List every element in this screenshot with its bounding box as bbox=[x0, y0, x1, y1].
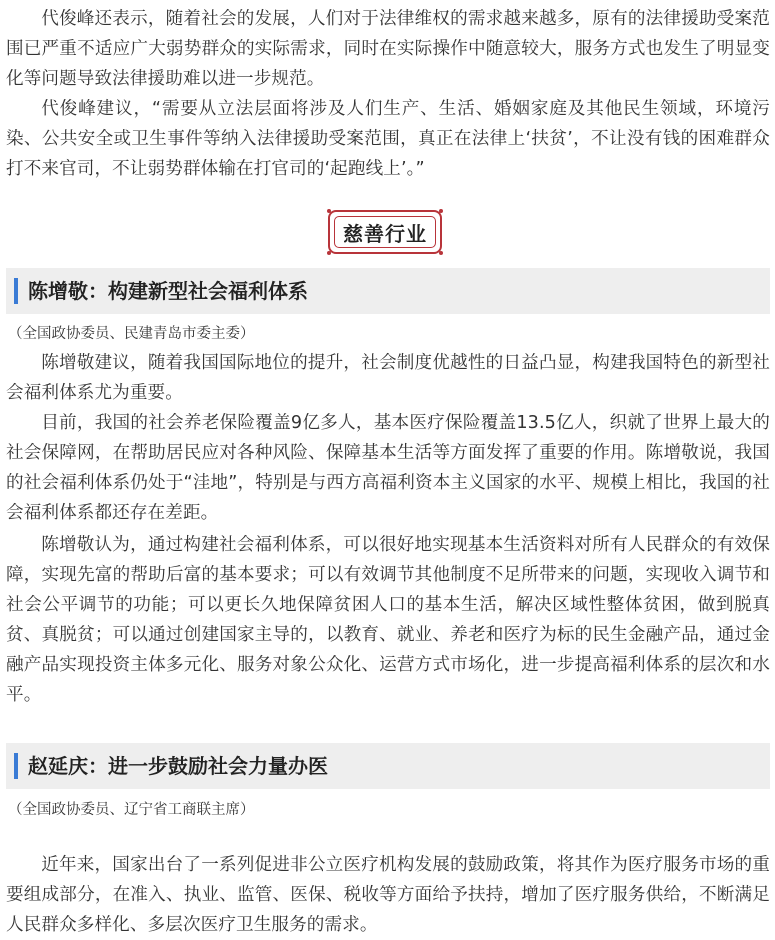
article-paragraph: 目前，我国的社会养老保险覆盖9亿多人，基本医疗保险覆盖13.5亿人，织就了世界上最大的社会保障网，在帮助居民应对各种风险、保障基本生活等方面发挥了重要的作用。陈增敬说，我国的社会福利体系仍处于“洼地”，特别是与西方高福利资本主义国家的水平、规模上相比，我国的社会福利体系都还存在差距。 bbox=[6, 413, 770, 523]
heading-accent-bar bbox=[14, 753, 18, 779]
section-heading-title: 赵延庆：进一步鼓励社会力量办医 bbox=[28, 754, 328, 778]
speaker-role: （全国政协委员、辽宁省工商联主席） bbox=[8, 802, 255, 818]
banner-corner-ornament bbox=[327, 251, 331, 255]
article-paragraph: 代俊峰建议，“需要从立法层面将涉及人们生产、生活、婚姻家庭及其他民生领域，环境污染、公共安全或卫生事件等纳入法律援助受案范围，真正在法律上‘扶贫’，不让没有钱的困难群众打不来官司，不让弱势群体输在打官司的‘起跑线上’。” bbox=[6, 99, 770, 179]
section-banner-label: 慈善行业 bbox=[343, 221, 427, 246]
banner-corner-ornament bbox=[327, 209, 331, 213]
section-banner-frame bbox=[334, 216, 436, 248]
speaker-role: （全国政协委员、民建青岛市委主委） bbox=[8, 326, 255, 342]
article-paragraph: 近年来，国家出台了一系列促进非公立医疗机构发展的鼓励政策，将其作为医疗服务市场的重要组成部分，在准入、执业、监管、医保、税收等方面给予扶持，增加了医疗服务供给，不断满足人民群众多样化、多层次医疗卫生服务的需求。 bbox=[6, 855, 770, 935]
banner-corner-ornament bbox=[439, 251, 443, 255]
section-heading-title: 陈增敬：构建新型社会福利体系 bbox=[28, 279, 308, 303]
section-heading bbox=[6, 743, 770, 789]
heading-accent-bar bbox=[14, 278, 18, 304]
section-heading bbox=[6, 268, 770, 314]
article-paragraph: 陈增敬认为，通过构建社会福利体系，可以很好地实现基本生活资料对所有人民群众的有效保障，实现先富的帮助后富的基本要求；可以有效调节其他制度不足所带来的问题，实现收入调节和社会公平调节的功能；可以更长久地保障贫困人口的基本生活，解决区域性整体贫困，做到脱真贫、真脱贫；可以通过创建国家主导的，以教育、就业、养老和医疗为标的民生金融产品，通过金融产品实现投资主体多元化、服务对象公众化、运营方式市场化，进一步提高福利体系的层次和水平。 bbox=[6, 535, 770, 705]
banner-corner-ornament bbox=[439, 209, 443, 213]
section-banner bbox=[328, 210, 442, 254]
article-paragraph: 陈增敬建议，随着我国国际地位的提升，社会制度优越性的日益凸显，构建我国特色的新型社会福利体系尤为重要。 bbox=[6, 353, 770, 403]
article-paragraph: 代俊峰还表示，随着社会的发展，人们对于法律维权的需求越来越多，原有的法律援助受案范围已严重不适应广大弱势群众的实际需求，同时在实际操作中随意较大，服务方式也发生了明显变化等问题导致法律援助难以进一步规范。 bbox=[6, 9, 770, 89]
